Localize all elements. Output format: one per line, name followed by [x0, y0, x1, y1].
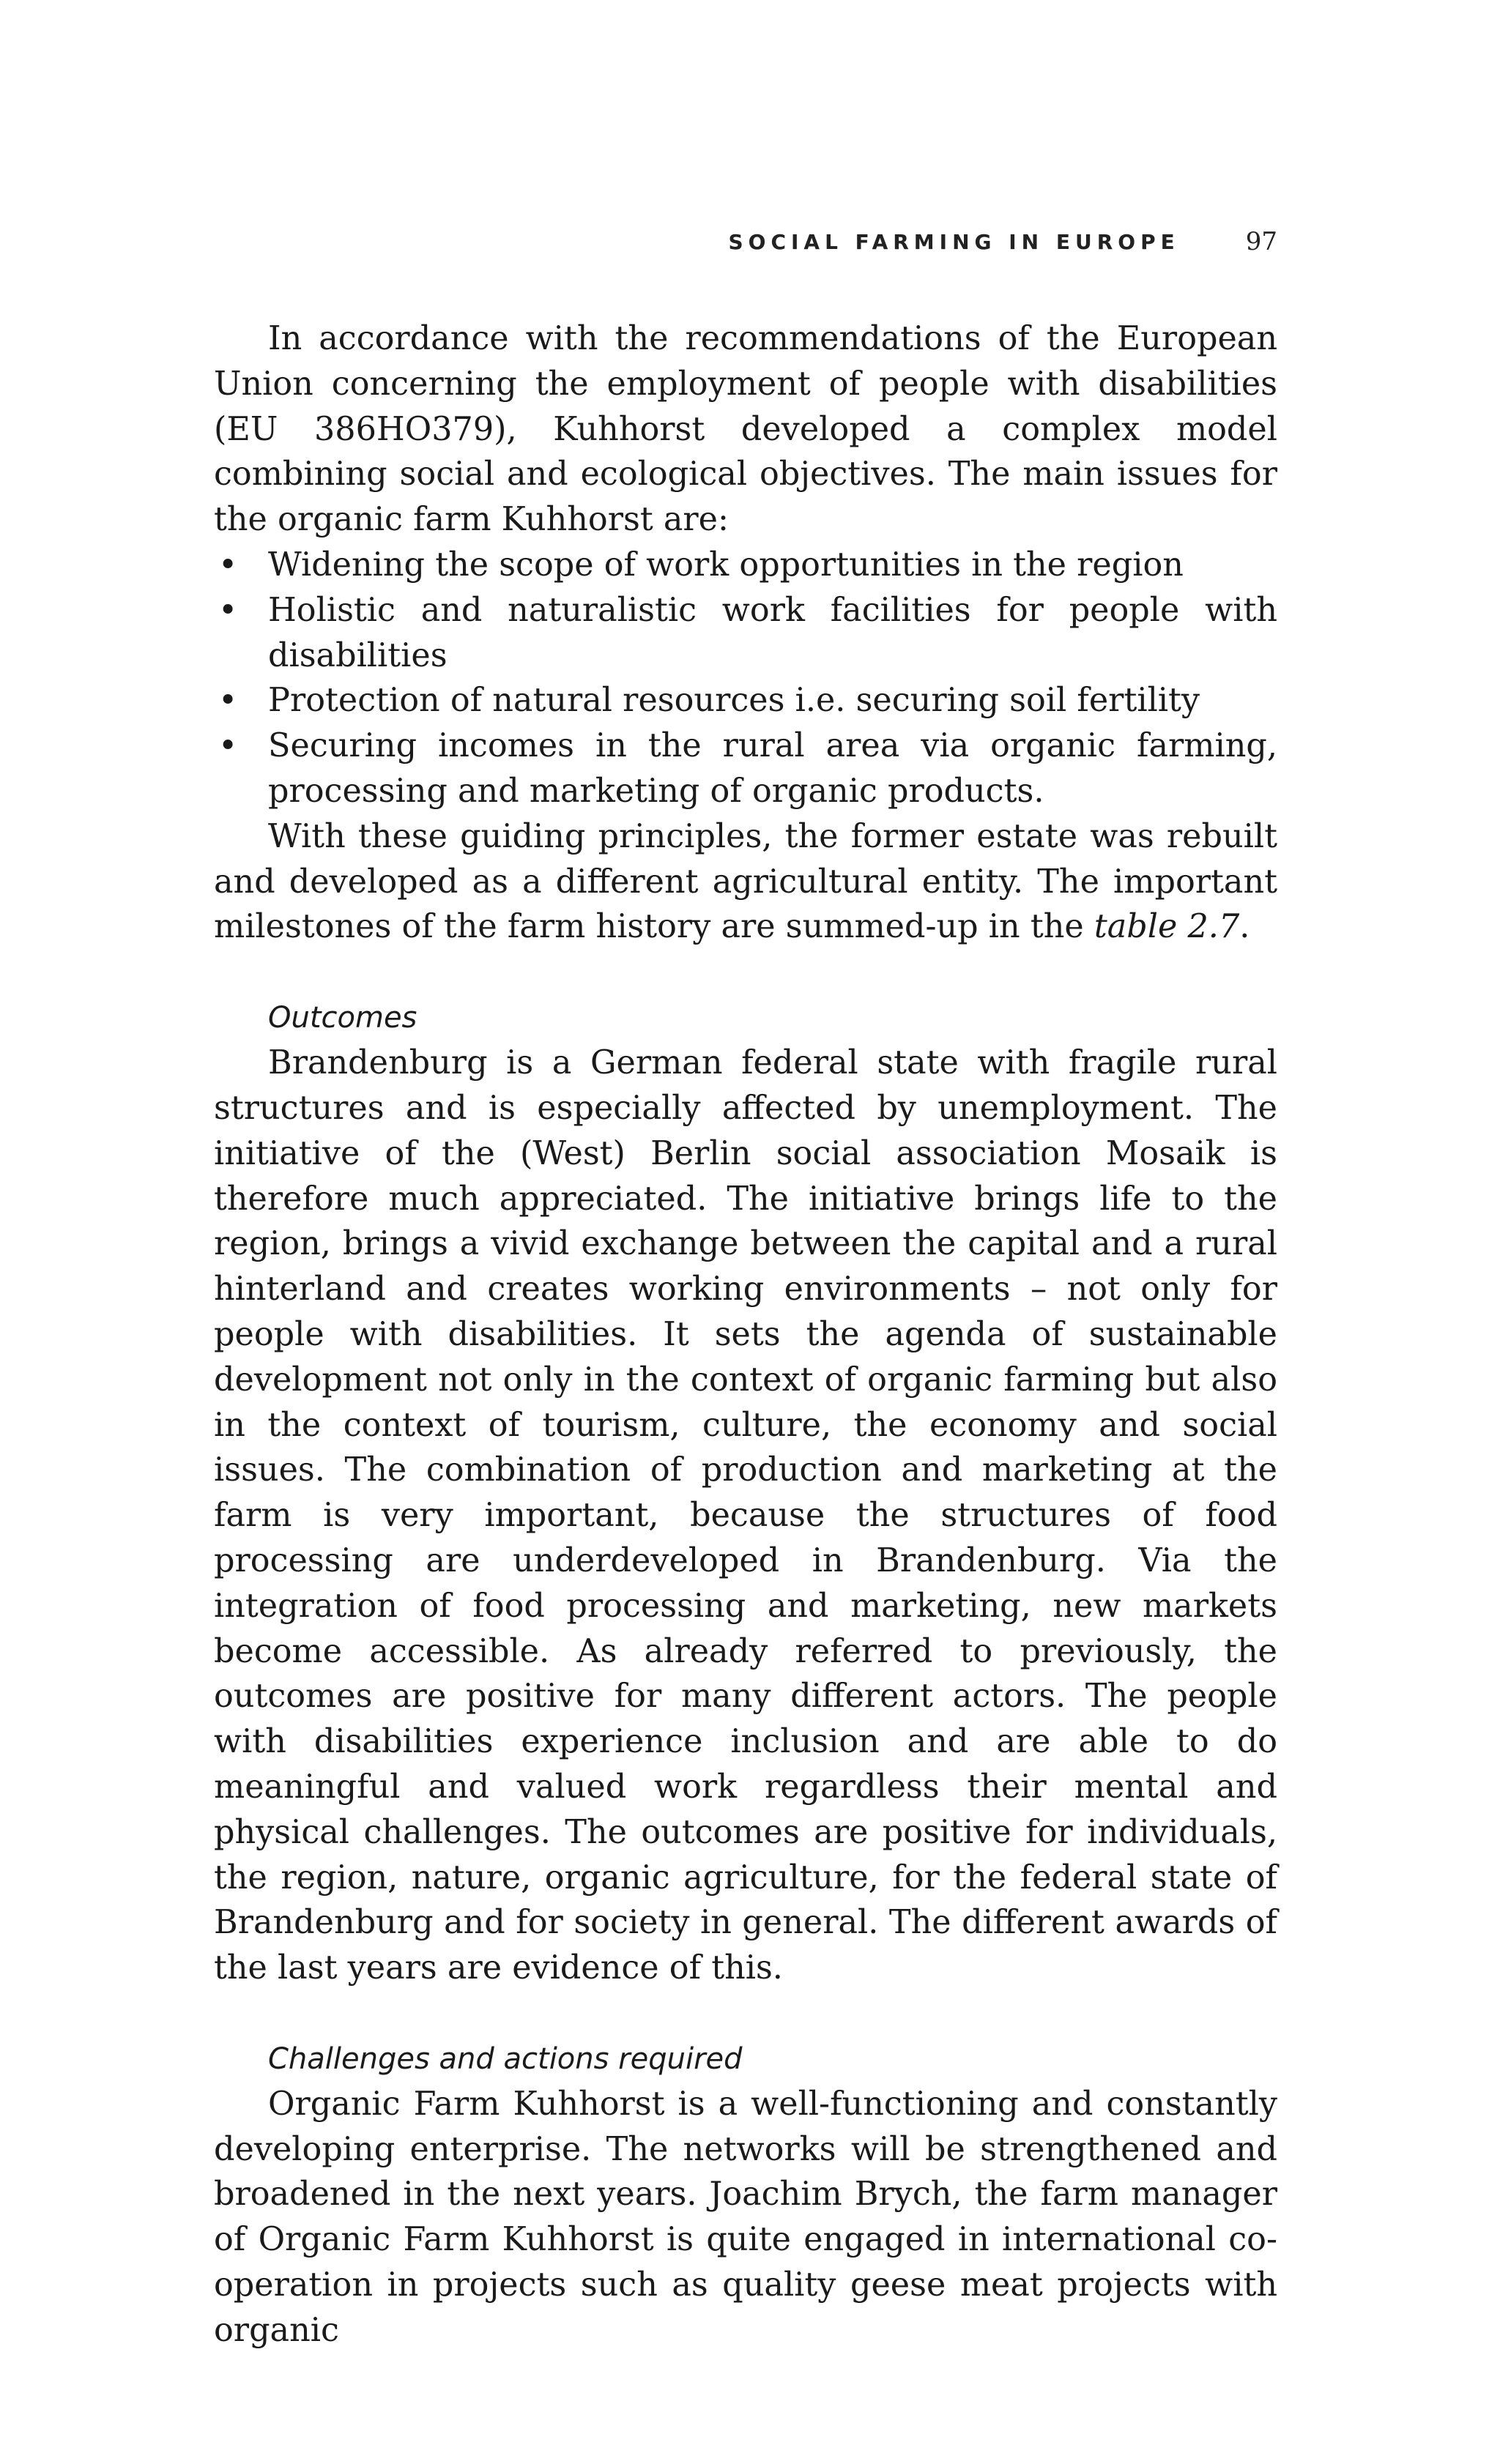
challenges-heading: Challenges and actions required — [268, 2041, 743, 2076]
running-header — [214, 220, 1277, 264]
list-item-text: Securing incomes in the rural area via organic farming, processing and marketing of organic products. — [268, 727, 1277, 810]
bullet-icon: • — [218, 727, 238, 765]
outcomes-paragraph: Brandenburg is a German federal state with fragile rural structures and is especially affected by unemployment. The initiative of the (West) Berlin social association Mosaik is therefore much appreciated. The initiative brings life to the region, brings a vivid exchange between the capital and a rural hinterland and creates working environments – not only for people with disabilities. It sets the agenda of sustainable development not only in the context of organic farming but also in the context of tourism, culture, the economy and social issues. The combination of production and marketing at the farm is very important, because the structures of food processing are underdeveloped in Brandenburg. Via the integration of food processing and marketing, new markets become accessible. As already referred to previously, the outcomes are positive for many different actors. The people with disabilities experience inclusion and are able to do meaningful and valued work regardless their mental and physical challenges. The outcomes are positive for individuals, the region, nature, organic agriculture, for the federal state of Brandenburg and for society in general. The different awards of the last years are evidence of this. — [214, 1044, 1277, 1987]
principles-paragraph — [214, 814, 1277, 950]
bullet-icon: • — [218, 546, 238, 584]
intro-paragraph: In accordance with the recommendations of the European Union concerning the employment of people with disabilities (EU 386HO379), Kuhhorst developed a complex model combining social and ecological objectives. The main issues for the organic farm Kuhhorst are: — [214, 320, 1277, 539]
list-item — [214, 678, 1277, 723]
principles-text: With these guiding principles, the former estate was rebuilt and developed as a different agricultural entity. The important milestones of the farm history are summed-up in the — [214, 817, 1277, 946]
body-text — [214, 316, 1277, 2353]
list-item — [214, 723, 1277, 814]
issues-list — [214, 543, 1277, 814]
running-title: SOCIAL FARMING IN EUROPE — [728, 229, 1180, 254]
list-item-text: Holistic and naturalistic work facilities for people with disabilities — [268, 591, 1277, 674]
bullet-icon: • — [218, 682, 238, 720]
principles-end: . — [1239, 908, 1250, 946]
list-item — [214, 588, 1277, 679]
list-item — [214, 543, 1277, 588]
challenges-paragraph: Organic Farm Kuhhorst is a well-functioning and constantly developing enterprise. The networks will be strengthened and broadened in the next years. Joachim Brych, the farm manager of Organic Farm Kuhhorst is quite engaged in international co-operation in projects such as quality geese meat projects with organic — [214, 2085, 1277, 2349]
list-item-text: Widening the scope of work opportunities in the region — [268, 546, 1184, 584]
bullet-icon: • — [218, 591, 238, 629]
page-number: 97 — [1245, 227, 1277, 256]
list-item-text: Protection of natural resources i.e. securing soil fertility — [268, 682, 1200, 720]
outcomes-heading: Outcomes — [268, 1001, 417, 1035]
table-reference: table 2.7 — [1094, 908, 1240, 946]
